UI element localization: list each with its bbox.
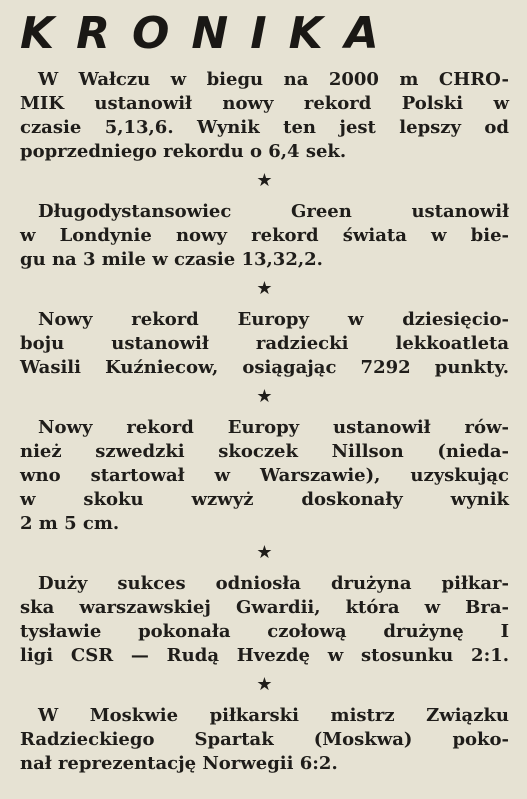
- news-item-kuzniecow: [20, 308, 509, 380]
- text-line: poprzedniego rekordu o 6,4 sek.: [20, 141, 347, 162]
- text-line: W Moskwie piłkarski mistrz Związku: [38, 705, 509, 726]
- news-items: [20, 68, 509, 776]
- star-separator-icon: ★: [256, 170, 273, 191]
- news-paragraph: [20, 308, 509, 380]
- text-line: W Wałczu w biegu na 2000 m CHRO-: [38, 69, 509, 90]
- star-separator-icon: ★: [256, 278, 273, 299]
- news-item-green: [20, 200, 509, 272]
- text-line: Wasili Kuźniecow, osiągając 7292 punkty.: [20, 357, 509, 378]
- news-item-walcz: [20, 68, 509, 164]
- news-item-spartak: [20, 704, 509, 776]
- text-line: nał reprezentację Norwegii 6:2.: [20, 753, 338, 774]
- star-separator-icon: ★: [256, 386, 273, 407]
- text-line: w skoku wzwyż doskonały wynik: [20, 489, 509, 510]
- news-paragraph: [20, 200, 509, 272]
- text-line: Długodystansowiec Green ustanowił: [38, 201, 509, 222]
- news-paragraph: [20, 572, 509, 668]
- text-line: MIK ustanowił nowy rekord Polski w: [20, 93, 509, 114]
- text-line: gu na 3 mile w czasie 13,32,2.: [20, 249, 323, 270]
- news-paragraph: [20, 416, 509, 536]
- text-line: czasie 5,13,6. Wynik ten jest lepszy od: [20, 117, 509, 138]
- text-line: Radzieckiego Spartak (Moskwa) poko-: [20, 729, 509, 750]
- text-line: Nowy rekord Europy ustanowił rów-: [38, 417, 509, 438]
- text-line: Duży sukces odniosła drużyna piłkar-: [38, 573, 509, 594]
- star-separator-icon: ★: [256, 674, 273, 695]
- news-item-gwardia: [20, 572, 509, 668]
- text-line: w Londynie nowy rekord świata w bie-: [20, 225, 509, 246]
- news-item-nillson: [20, 416, 509, 536]
- news-paragraph: [20, 68, 509, 164]
- text-line: boju ustanowił radziecki lekkoatleta: [20, 333, 509, 354]
- text-line: wno startował w Warszawie), uzyskując: [20, 465, 509, 486]
- text-line: Nowy rekord Europy w dziesięcio-: [38, 309, 509, 330]
- text-line: tysławie pokonała czołową drużynę I: [20, 621, 509, 642]
- text-line: ligi CSR — Rudą Hvezdę w stosunku 2:1.: [20, 645, 509, 666]
- text-line: nież szwedzki skoczek Nillson (nieda-: [20, 441, 509, 462]
- news-paragraph: [20, 704, 509, 776]
- star-separator-icon: ★: [256, 542, 273, 563]
- text-line: ska warszawskiej Gwardii, która w Bra-: [20, 597, 509, 618]
- masthead-title: KRONIKA: [20, 8, 401, 59]
- text-line: 2 m 5 cm.: [20, 513, 120, 534]
